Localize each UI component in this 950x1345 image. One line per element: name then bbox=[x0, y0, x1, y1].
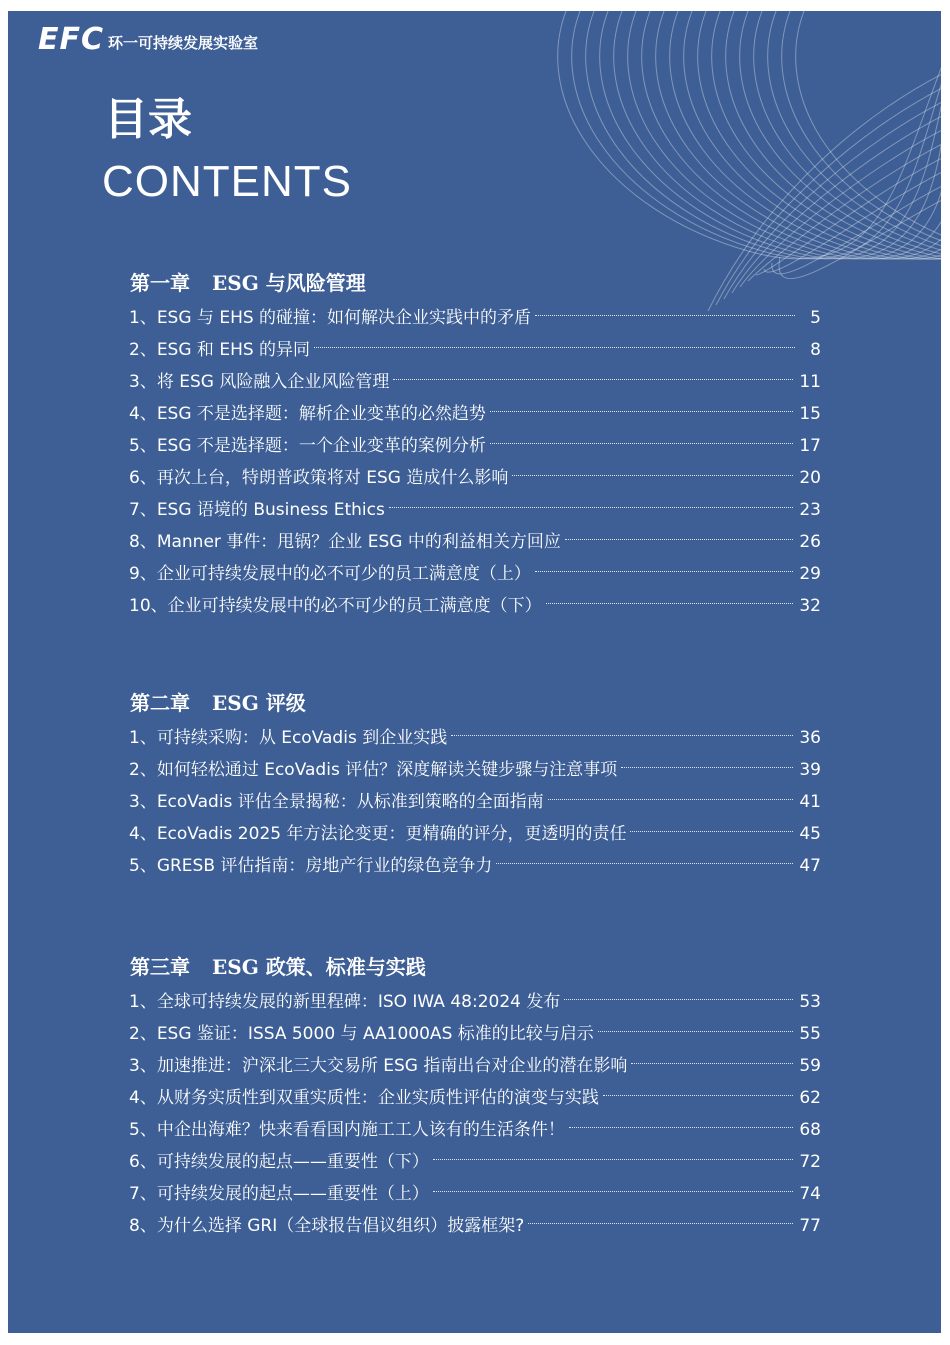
toc-page-number: 53 bbox=[799, 992, 821, 1012]
toc-page-number: 68 bbox=[799, 1120, 821, 1140]
page-title-cn: 目录 bbox=[104, 94, 192, 145]
toc-entry[interactable] bbox=[129, 1023, 821, 1055]
dot-leader bbox=[389, 499, 794, 508]
dot-leader bbox=[496, 855, 793, 864]
toc-page-number: 47 bbox=[799, 856, 821, 876]
toc-page-number: 62 bbox=[799, 1088, 821, 1108]
toc-entry[interactable] bbox=[129, 1087, 821, 1119]
toc-entry[interactable] bbox=[129, 1183, 821, 1215]
toc-page-number: 23 bbox=[799, 500, 821, 520]
toc-entry[interactable] bbox=[129, 991, 821, 1023]
dot-leader bbox=[314, 339, 795, 348]
toc-entry[interactable] bbox=[129, 595, 821, 627]
toc-page bbox=[8, 11, 941, 1333]
toc-entry-title: 2、如何轻松通过 EcoVadis 评估？深度解读关键步骤与注意事项 bbox=[129, 760, 618, 780]
brand-mark: EFC bbox=[38, 22, 105, 57]
toc-entry[interactable] bbox=[129, 467, 821, 499]
toc-page-number: 5 bbox=[810, 308, 821, 328]
chapter-entries bbox=[129, 991, 821, 1247]
toc-entry[interactable] bbox=[129, 791, 821, 823]
dot-leader bbox=[490, 435, 793, 444]
toc-page-number: 41 bbox=[799, 792, 821, 812]
toc-entry[interactable] bbox=[129, 403, 821, 435]
toc-entry-title: 6、可持续发展的起点——重要性（下） bbox=[129, 1152, 429, 1172]
chapter-number: 第一章 bbox=[130, 271, 190, 295]
toc-page-number: 74 bbox=[799, 1184, 821, 1204]
dot-leader bbox=[630, 823, 793, 832]
chapter-title: ESG 政策、标准与实践 bbox=[212, 955, 426, 979]
toc-entry[interactable] bbox=[129, 371, 821, 403]
toc-entry-title: 10、企业可持续发展中的必不可少的员工满意度（下） bbox=[129, 596, 542, 616]
toc-entry-title: 4、EcoVadis 2025 年方法论变更：更精确的评分，更透明的责任 bbox=[129, 824, 627, 844]
toc-entry-title: 4、从财务实质性到双重实质性：企业实质性评估的演变与实践 bbox=[129, 1088, 599, 1108]
toc-page-number: 17 bbox=[799, 436, 821, 456]
chapter-entries bbox=[129, 307, 821, 627]
page-title-en: CONTENTS bbox=[102, 157, 352, 206]
toc-entry[interactable] bbox=[129, 727, 821, 759]
toc-page-number: 72 bbox=[799, 1152, 821, 1172]
toc-entry-title: 7、ESG 语境的 Business Ethics bbox=[129, 500, 385, 520]
toc-page-number: 20 bbox=[799, 468, 821, 488]
toc-entry-title: 1、ESG 与 EHS 的碰撞：如何解决企业实践中的矛盾 bbox=[129, 308, 532, 328]
toc-page-number: 55 bbox=[799, 1024, 821, 1044]
chapter-heading bbox=[130, 687, 306, 716]
toc-entry-title: 2、ESG 鉴证：ISSA 5000 与 AA1000AS 标准的比较与启示 bbox=[129, 1024, 594, 1044]
toc-entry[interactable] bbox=[129, 855, 821, 887]
dot-leader bbox=[393, 371, 793, 380]
toc-page-number: 11 bbox=[799, 372, 821, 392]
toc-entry-title: 8、为什么选择 GRI（全球报告倡议组织）披露框架? bbox=[129, 1216, 525, 1236]
toc-entry-title: 4、ESG 不是选择题：解析企业变革的必然趋势 bbox=[129, 404, 486, 424]
chapter-title: ESG 评级 bbox=[212, 691, 306, 715]
chapter-entries bbox=[129, 727, 821, 887]
dot-leader bbox=[598, 1023, 794, 1032]
chapter-number: 第二章 bbox=[130, 691, 190, 715]
dot-leader bbox=[433, 1183, 794, 1192]
toc-entry[interactable] bbox=[129, 435, 821, 467]
toc-entry[interactable] bbox=[129, 531, 821, 563]
toc-entry-title: 7、可持续发展的起点——重要性（上） bbox=[129, 1184, 429, 1204]
toc-entry-title: 6、再次上台，特朗普政策将对 ESG 造成什么影响 bbox=[129, 468, 509, 488]
toc-page-number: 32 bbox=[799, 596, 821, 616]
dot-leader bbox=[569, 1119, 794, 1128]
dot-leader bbox=[528, 1215, 793, 1224]
toc-entry-title: 8、Manner 事件：甩锅？企业 ESG 中的利益相关方回应 bbox=[129, 532, 561, 552]
toc-page-number: 26 bbox=[799, 532, 821, 552]
toc-entry[interactable] bbox=[129, 759, 821, 791]
toc-page-number: 8 bbox=[810, 340, 821, 360]
toc-entry-title: 3、加速推进：沪深北三大交易所 ESG 指南出台对企业的潜在影响 bbox=[129, 1056, 628, 1076]
dot-leader bbox=[490, 403, 793, 412]
toc-entry[interactable] bbox=[129, 307, 821, 339]
toc-page-number: 15 bbox=[799, 404, 821, 424]
brand-name: 环一可持续发展实验室 bbox=[108, 33, 259, 52]
dot-leader bbox=[451, 727, 793, 736]
chapter-number: 第三章 bbox=[130, 955, 190, 979]
chapter-title: ESG 与风险管理 bbox=[212, 271, 366, 295]
brand-logo bbox=[38, 22, 259, 57]
toc-page-number: 77 bbox=[799, 1216, 821, 1236]
toc-entry[interactable] bbox=[129, 1151, 821, 1183]
toc-entry[interactable] bbox=[129, 499, 821, 531]
dot-leader bbox=[535, 307, 795, 316]
toc-entry-title: 1、全球可持续发展的新里程碑：ISO IWA 48:2024 发布 bbox=[129, 992, 561, 1012]
toc-entry[interactable] bbox=[129, 1215, 821, 1247]
dot-leader bbox=[603, 1087, 794, 1096]
toc-entry-title: 2、ESG 和 EHS 的异同 bbox=[129, 340, 311, 360]
dot-leader bbox=[621, 759, 793, 768]
chapter-heading bbox=[130, 951, 426, 980]
toc-entry-title: 5、ESG 不是选择题：一个企业变革的案例分析 bbox=[129, 436, 486, 456]
toc-page-number: 36 bbox=[799, 728, 821, 748]
toc-entry[interactable] bbox=[129, 1119, 821, 1151]
chapter-heading bbox=[130, 267, 366, 296]
toc-entry[interactable] bbox=[129, 1055, 821, 1087]
toc-entry-title: 5、GRESB 评估指南：房地产行业的绿色竞争力 bbox=[129, 856, 493, 876]
toc-page-number: 29 bbox=[799, 564, 821, 584]
toc-entry[interactable] bbox=[129, 339, 821, 371]
toc-page-number: 59 bbox=[799, 1056, 821, 1076]
toc-entry-title: 9、企业可持续发展中的必不可少的员工满意度（上） bbox=[129, 564, 531, 584]
dot-leader bbox=[565, 531, 794, 540]
toc-entry[interactable] bbox=[129, 563, 821, 595]
toc-entry[interactable] bbox=[129, 823, 821, 855]
dot-leader bbox=[631, 1055, 793, 1064]
toc-entry-title: 5、中企出海难？快来看看国内施工工人该有的生活条件！ bbox=[129, 1120, 565, 1140]
dot-leader bbox=[535, 563, 794, 572]
dot-leader bbox=[546, 595, 794, 604]
dot-leader bbox=[548, 791, 794, 800]
toc-page-number: 45 bbox=[799, 824, 821, 844]
toc-entry-title: 1、可持续采购：从 EcoVadis 到企业实践 bbox=[129, 728, 448, 748]
dot-leader bbox=[433, 1151, 794, 1160]
dot-leader bbox=[512, 467, 793, 476]
toc-entry-title: 3、EcoVadis 评估全景揭秘：从标准到策略的全面指南 bbox=[129, 792, 544, 812]
dot-leader bbox=[564, 991, 793, 1000]
toc-entry-title: 3、将 ESG 风险融入企业风险管理 bbox=[129, 372, 390, 392]
toc-page-number: 39 bbox=[799, 760, 821, 780]
